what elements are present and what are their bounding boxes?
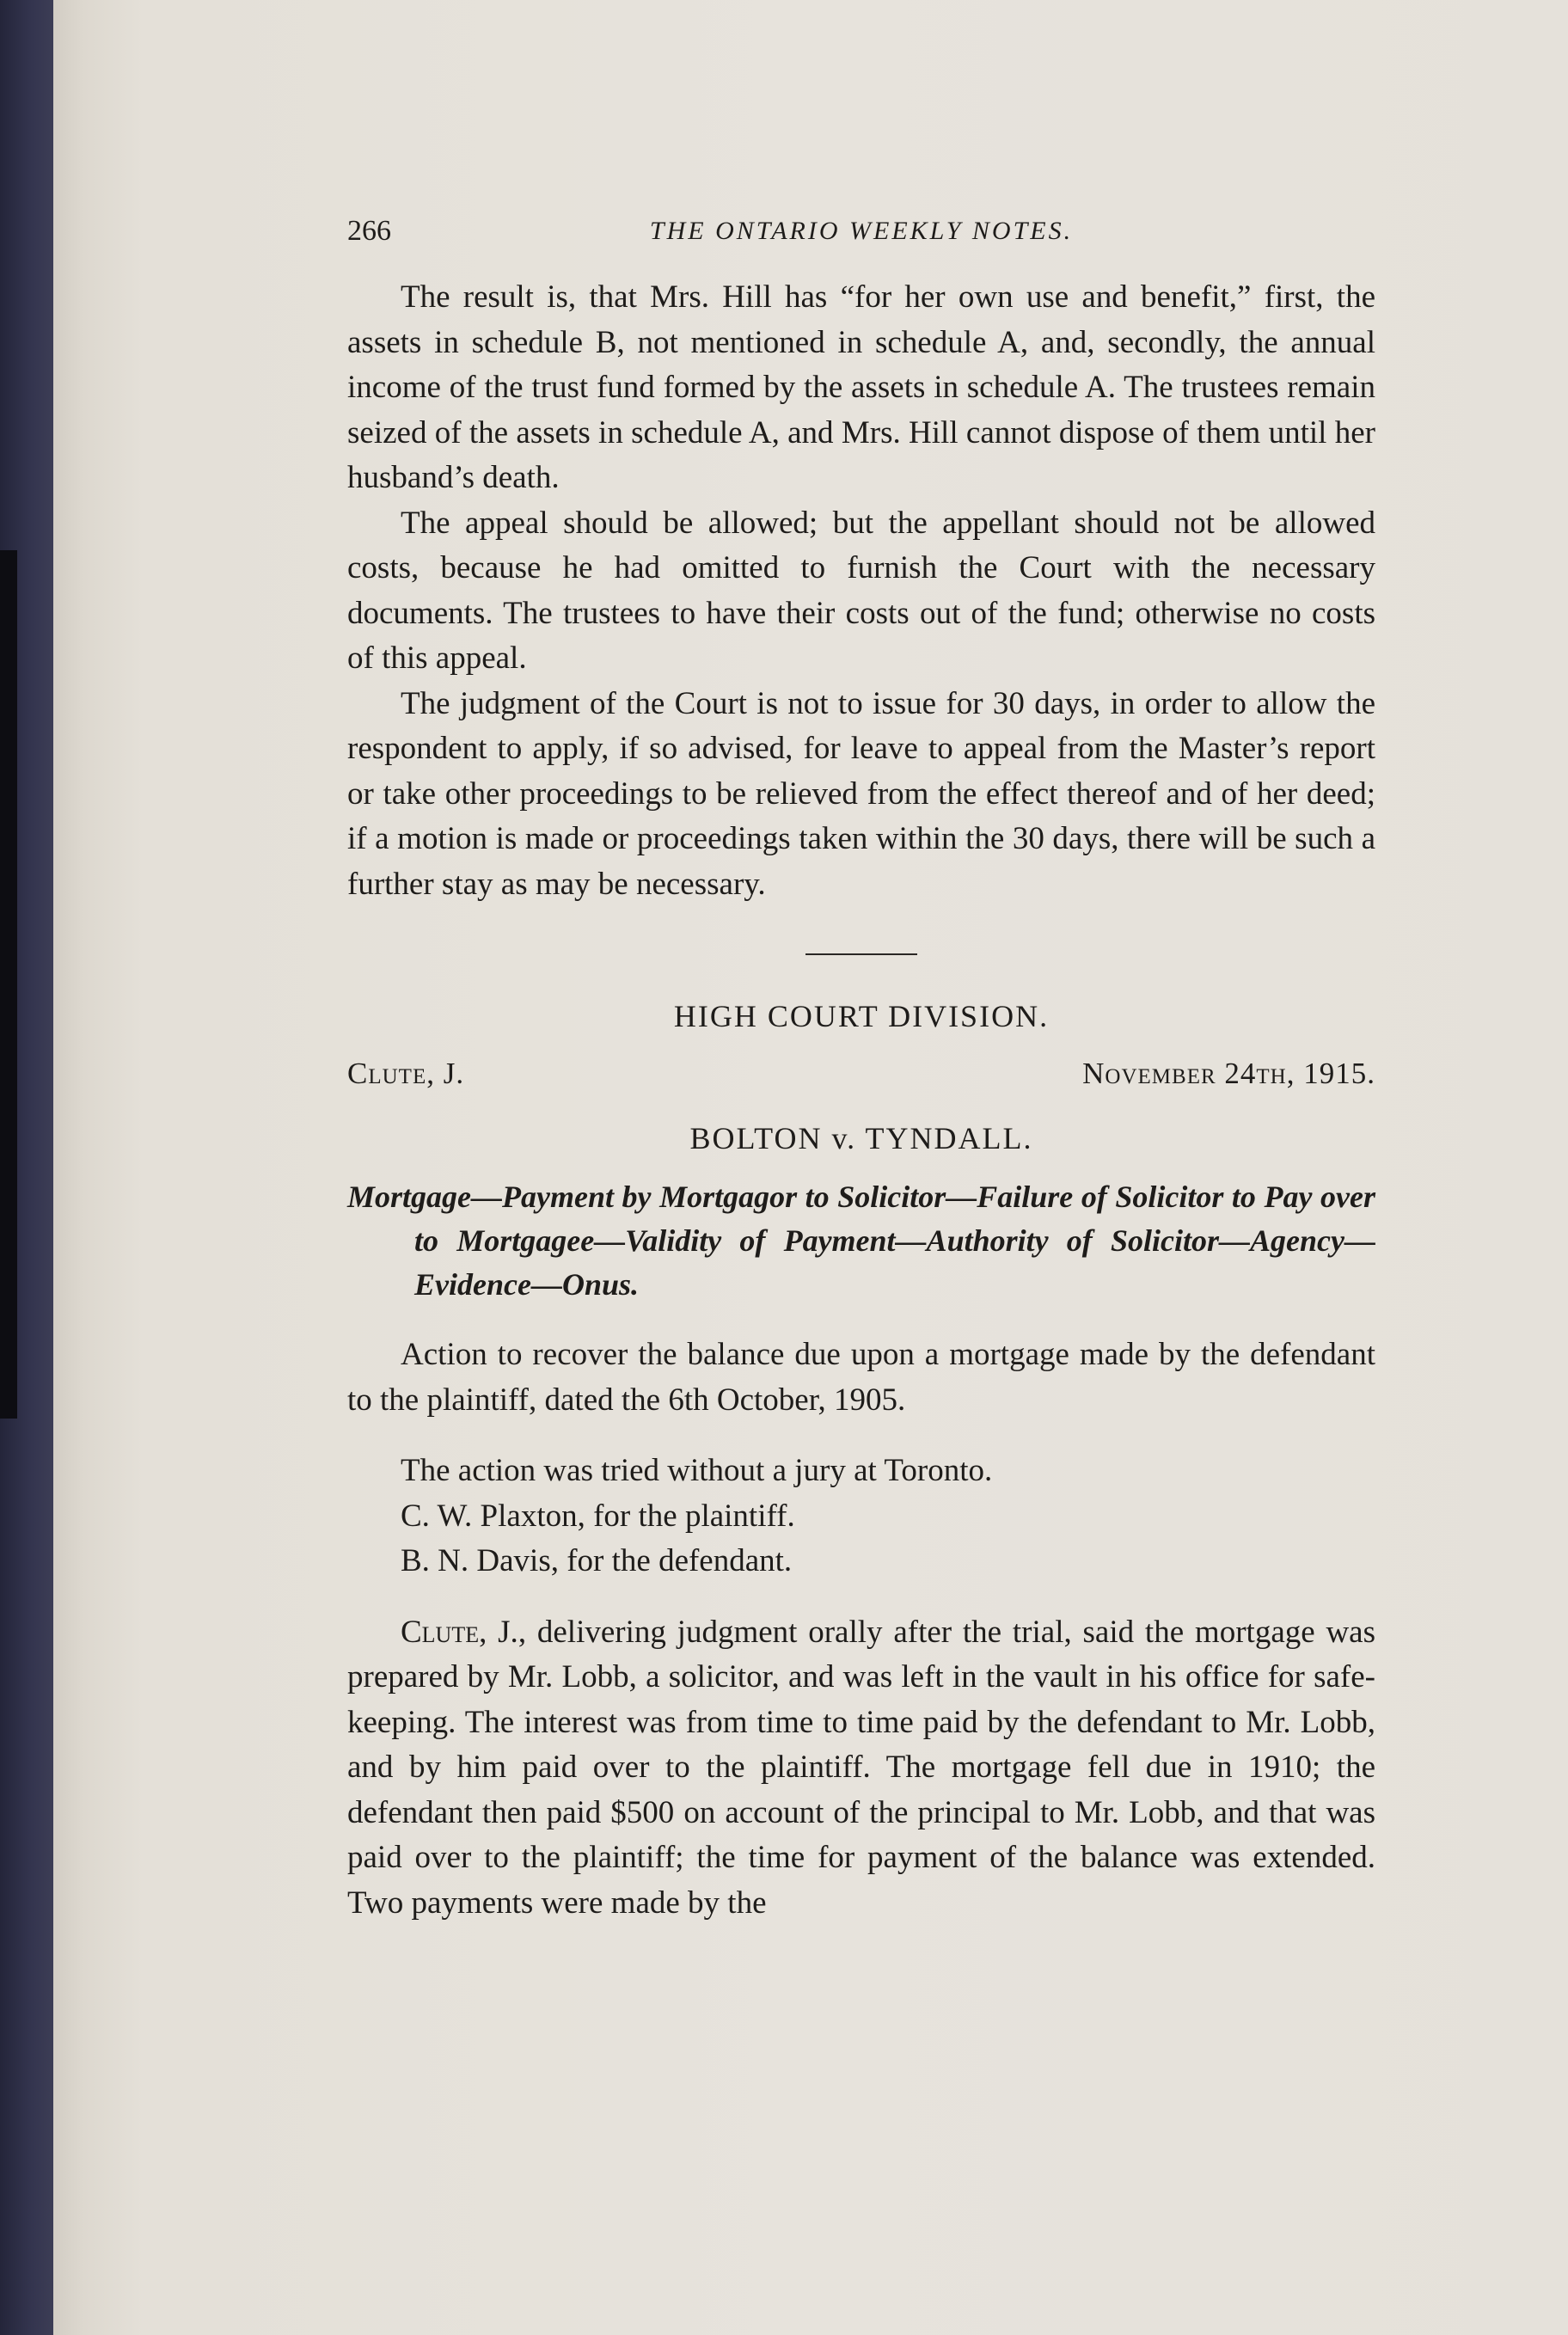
- judgment-text: , delivering judgment orally after the trial, said the mortgage was prepared by Mr. Lobb, a solicitor, and was left in the vault in his office for safe-keeping. The interest was from time to time paid by the defendant to Mr. Lobb, and by him paid over to the plaintiff. The mortgage fell due in 1910; the defendant then paid $500 on account of the principal to Mr. Lobb, and that was paid over to the plaintiff; the time for payment of the balance was extended. Two payments were made by the: [347, 1614, 1376, 1921]
- headnote: Mortgage—Payment by Mortgagor to Solicitor—Failure of Solicitor to Pay over to Mortgagee—Validity of Payment—Authority of Solicitor—Agency—Evidence—Onus.: [347, 1180, 1375, 1302]
- running-head: [347, 215, 1375, 258]
- paragraph-judgment-stay: The judgment of the Court is not to issue for 30 days, in order to allow the respondent to apply, if so advised, for leave to appeal from the Master’s report or take other proceedings to be relieved from the effect thereof and of her deed; if a motion is made or proceedings taken within the 30 days, there will be such a further stay as may be necessary.: [347, 685, 1375, 902]
- decision-date: November 24th, 1915.: [1082, 1057, 1375, 1090]
- page-content: [347, 215, 1375, 1926]
- section-divider: [805, 953, 917, 955]
- trial-line-1: The action was tried without a jury at Toronto.: [401, 1453, 993, 1488]
- case-title: BOLTON v. TYNDALL.: [689, 1121, 1033, 1155]
- spacer: [347, 1423, 1375, 1449]
- paragraph-appeal: The appeal should be allowed; but the appellant should not be allowed costs, because he had omitted to furnish the Court with the necessary documents. The trustees to have their costs out of the fund; otherwise no costs of this appeal.: [347, 505, 1375, 676]
- spacer: [347, 1584, 1375, 1610]
- judge-name: Clute, J.: [347, 1057, 465, 1090]
- judge-date-line: [347, 1057, 1375, 1101]
- paragraph-result: The result is, that Mrs. Hill has “for her own use and benefit,” first, the assets in schedule B, not mentioned in schedule A, and, secondly, the annual income of the trust fund formed by the assets in schedule A. The trustees remain seized of the assets in schedule A, and Mrs. Hill cannot dispose of them until her husband’s death.: [347, 279, 1375, 495]
- judgment-speaker: Clute, J.: [401, 1614, 518, 1650]
- page-number: 266: [347, 215, 391, 247]
- binding-shadow: [0, 550, 17, 1419]
- counsel-plaintiff: C. W. Plaxton, for the plaintiff.: [401, 1498, 795, 1534]
- paragraph-action: Action to recover the balance due upon a mortgage made by the defendant to the plaintiff, dated the 6th October, 1905.: [347, 1337, 1375, 1418]
- journal-title: THE ONTARIO WEEKLY NOTES.: [649, 217, 1074, 245]
- paragraph-judgment: [347, 1610, 1375, 1927]
- counsel-defendant: B. N. Davis, for the defendant.: [401, 1543, 793, 1578]
- division-heading: HIGH COURT DIVISION.: [673, 999, 1050, 1033]
- book-page: [53, 0, 1568, 2335]
